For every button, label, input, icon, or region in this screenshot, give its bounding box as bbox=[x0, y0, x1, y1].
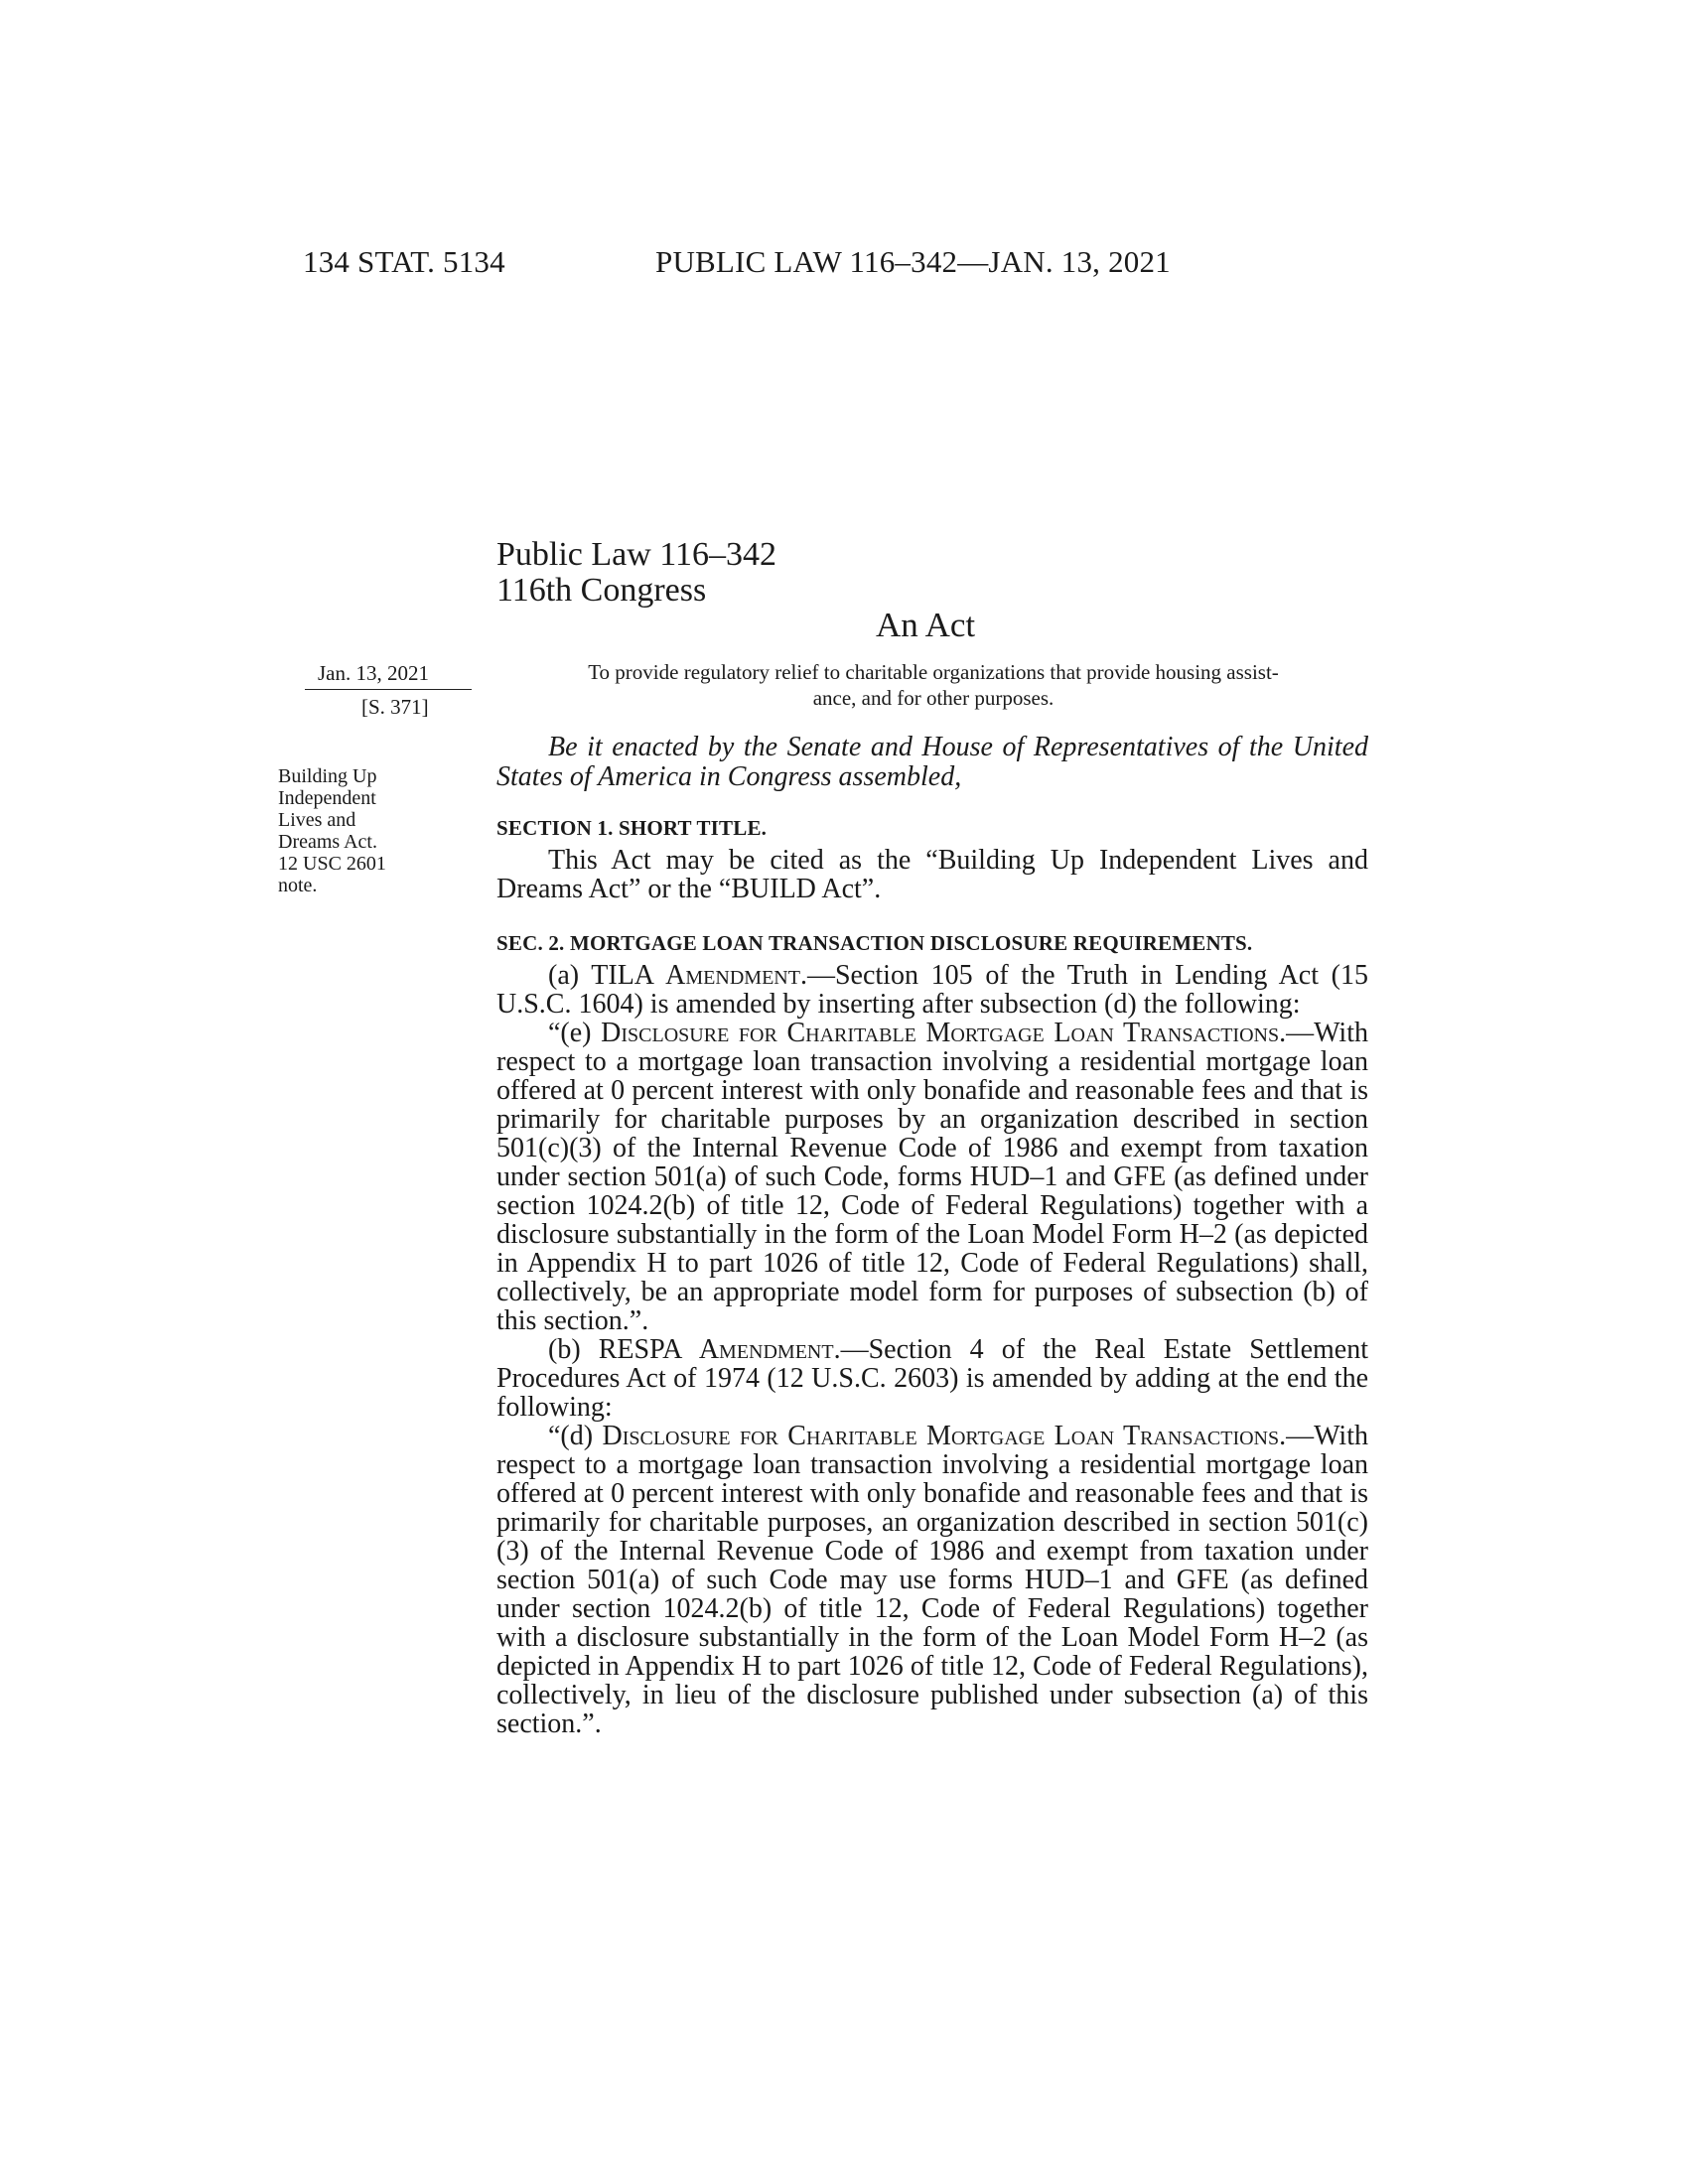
margin-note-line: Independent bbox=[278, 787, 376, 809]
section-2-body bbox=[496, 961, 1368, 1738]
section-1-body bbox=[496, 846, 1368, 903]
section-2-heading: SEC. 2. MORTGAGE LOAN TRANSACTION DISCLOSURE REQUIREMENTS. bbox=[496, 931, 1253, 955]
margin-divider bbox=[305, 689, 472, 690]
subsection-a bbox=[496, 961, 1368, 1019]
subsection-b-label: (b) RESPA bbox=[548, 1334, 699, 1365]
long-title-line: To provide regulatory relief to charitable organizations that provide housing assist- bbox=[588, 660, 1279, 684]
long-title-line: ance, and for other purposes. bbox=[812, 686, 1055, 710]
margin-bill-number: [S. 371] bbox=[361, 695, 429, 719]
long-title bbox=[496, 659, 1370, 711]
subsection-b bbox=[496, 1335, 1368, 1422]
act-heading: An Act bbox=[876, 606, 976, 644]
subsection-b-caption: Amendment bbox=[698, 1334, 834, 1365]
quoted-subsection-e bbox=[496, 1019, 1368, 1335]
margin-note-line: 12 USC 2601 bbox=[278, 853, 386, 875]
subsection-b-text: .—Section 4 of the Real Estate Settlement Procedures Act of 1974 (12 U.S.C. 2603) is amended by adding at the end the following: bbox=[496, 1334, 1368, 1423]
congress-number: 116th Congress bbox=[496, 572, 707, 609]
margin-note-line: Lives and bbox=[278, 809, 356, 831]
public-law-number: Public Law 116–342 bbox=[496, 536, 777, 573]
running-head-law-date: PUBLIC LAW 116–342—JAN. 13, 2021 bbox=[655, 244, 1171, 279]
subsection-d-text: .—With respect to a mortgage loan transaction involving a residential mortgage loan offered at 0 percent interest with only bonafide and reasonable fees and that is primarily for charitable purposes, an organization described in section 501(c)(3) of the Internal Revenue Code of 1986 and exempt from taxation under section 501(a) of such Code may use forms HUD–1 and GFE (as defined under section 1024.2(b) of title 12, Code of Federal Regulations) together with a disclosure substantially in the form of the Loan Model Form H–2 (as depicted in Appendix H to part 1026 of title 12, Code of Federal Regulations), collectively, in lieu of the disclosure published under subsection (a) of this section.”. bbox=[496, 1421, 1368, 1739]
subsection-e-label: “(e) bbox=[548, 1018, 602, 1048]
margin-note bbox=[278, 765, 477, 896]
margin-date: Jan. 13, 2021 bbox=[318, 661, 429, 685]
subsection-d-label: “(d) bbox=[548, 1421, 603, 1451]
subsection-d-caption: Disclosure for Charitable Mortgage Loan Transactions bbox=[602, 1421, 1280, 1451]
enacting-clause-text: Be it enacted by the Senate and House of Representatives of the United States of America in Congress assembled, bbox=[496, 732, 1368, 792]
subsection-a-caption: Amendment bbox=[665, 960, 800, 991]
margin-note-line: note. bbox=[278, 875, 318, 896]
subsection-a-label: (a) TILA bbox=[548, 960, 666, 991]
stat-page-number: 134 STAT. 5134 bbox=[303, 244, 505, 279]
subsection-e-caption: Disclosure for Charitable Mortgage Loan Transactions bbox=[601, 1018, 1280, 1048]
section-1-heading: SECTION 1. SHORT TITLE. bbox=[496, 816, 768, 840]
subsection-e-text: .—With respect to a mortgage loan transaction involving a residential mortgage loan offered at 0 percent interest with only bonafide and reasonable fees and that is primarily for charitable purposes by an organization described in section 501(c)(3) of the Internal Revenue Code of 1986 and exempt from taxation under section 501(a) of such Code, forms HUD–1 and GFE (as defined under section 1024.2(b) of title 12, Code of Federal Regulations) together with a disclosure substantially in the form of the Loan Model Form H–2 (as depicted in Appendix H to part 1026 of title 12, Code of Federal Regulations) shall, collectively, be an appropriate model form for purposes of subsection (b) of this section.”. bbox=[496, 1018, 1368, 1336]
section-1-text: This Act may be cited as the “Building Up Independent Lives and Dreams Act” or the “BUILD Act”. bbox=[496, 845, 1368, 904]
subsection-a-text: .—Section 105 of the Truth in Lending Act (15 U.S.C. 1604) is amended by inserting after subsection (d) the following: bbox=[496, 960, 1369, 1020]
quoted-subsection-d bbox=[496, 1422, 1368, 1738]
margin-note-line: Dreams Act. bbox=[278, 831, 377, 853]
enacting-clause bbox=[496, 733, 1368, 792]
margin-note-line: Building Up bbox=[278, 765, 377, 787]
